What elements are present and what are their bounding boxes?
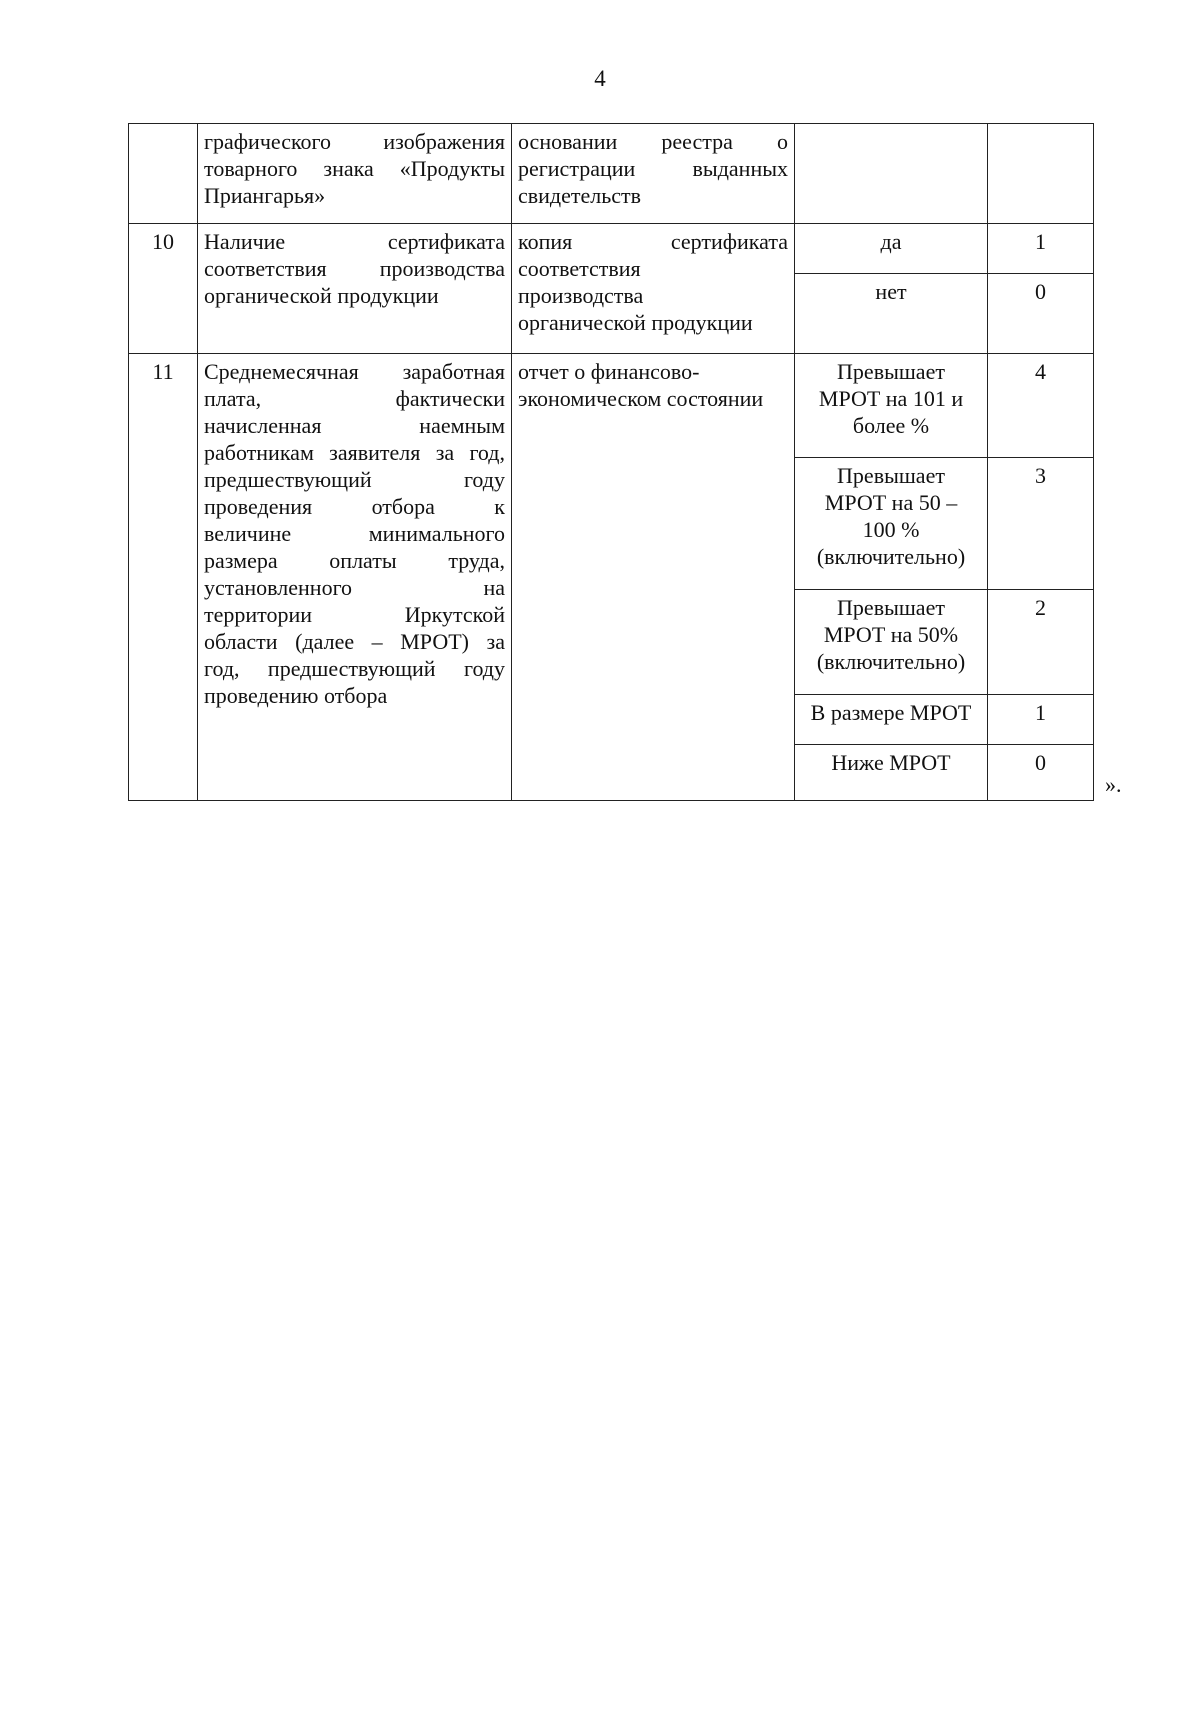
value-line: более % bbox=[852, 413, 930, 438]
value-line: МРОТ на 50% bbox=[823, 622, 959, 647]
document-cell bbox=[512, 224, 795, 354]
value-cell bbox=[795, 695, 988, 745]
table-row bbox=[129, 354, 1094, 458]
criterion-line: органической продукции bbox=[204, 283, 439, 308]
value-cell bbox=[795, 124, 988, 224]
criterion-line: графического изображения bbox=[204, 129, 505, 154]
value-line: Превышает bbox=[837, 595, 945, 620]
criterion-line: год, предшествующий году bbox=[204, 656, 505, 681]
value-cell bbox=[795, 458, 988, 590]
document-line: свидетельств bbox=[518, 183, 642, 208]
value-cell: нет bbox=[795, 274, 988, 354]
row-number: 11 bbox=[129, 354, 198, 801]
criterion-line: размера оплаты труда, bbox=[204, 548, 505, 573]
document-cell bbox=[512, 354, 795, 801]
value-line: 100 % bbox=[862, 517, 920, 542]
criterion-line: установленного на bbox=[204, 575, 505, 600]
row-number bbox=[129, 124, 198, 224]
document-line: органической продукции bbox=[518, 310, 753, 335]
criterion-line: плата, фактически bbox=[204, 386, 505, 411]
value-cell bbox=[795, 590, 988, 695]
value-line: (включительно) bbox=[816, 649, 966, 674]
criteria-table bbox=[128, 123, 1094, 801]
criterion-line: Наличие сертификата bbox=[204, 229, 505, 254]
score-cell: 0 bbox=[988, 274, 1094, 354]
score-cell: 1 bbox=[988, 695, 1094, 745]
criterion-line: товарного знака «Продукты bbox=[204, 156, 505, 181]
document-line: копия сертификата bbox=[518, 229, 788, 254]
score-cell bbox=[988, 124, 1094, 224]
document-line: основании реестра о bbox=[518, 129, 788, 154]
criterion-line: работникам заявителя за год, bbox=[204, 440, 505, 465]
criterion-line: величине минимального bbox=[204, 521, 505, 546]
criterion-line: начисленная наемным bbox=[204, 413, 505, 438]
value-line: Превышает bbox=[837, 463, 945, 488]
document-line: отчет о финансово- bbox=[518, 359, 700, 384]
criterion-cell bbox=[198, 354, 512, 801]
closing-quote-mark: ». bbox=[1105, 772, 1122, 797]
table-row bbox=[129, 124, 1094, 224]
criterion-cell bbox=[198, 224, 512, 354]
table-row bbox=[129, 224, 1094, 274]
score-cell: 2 bbox=[988, 590, 1094, 695]
criterion-line: области (далее – МРОТ) за bbox=[204, 629, 505, 654]
score-cell: 3 bbox=[988, 458, 1094, 590]
value-line: В размере МРОТ bbox=[810, 700, 972, 725]
criterion-line: проведения отбора к bbox=[204, 494, 505, 519]
page-number: 4 bbox=[594, 66, 606, 91]
document-line: производства bbox=[518, 283, 644, 308]
criterion-line: проведению отбора bbox=[204, 683, 388, 708]
criterion-line: соответствия производства bbox=[204, 256, 505, 281]
value-line: (включительно) bbox=[816, 544, 966, 569]
value-line: МРОТ на 50 – bbox=[824, 490, 958, 515]
value-line: МРОТ на 101 и bbox=[818, 386, 964, 411]
criterion-cell bbox=[198, 124, 512, 224]
criterion-line: территории Иркутской bbox=[204, 602, 505, 627]
score-cell: 4 bbox=[988, 354, 1094, 458]
criterion-line: Приангарья» bbox=[204, 183, 326, 208]
value-line: Превышает bbox=[837, 359, 945, 384]
value-cell bbox=[795, 745, 988, 801]
score-cell: 0 bbox=[988, 745, 1094, 801]
document-line: экономическом состоянии bbox=[518, 386, 764, 411]
criterion-line: предшествующий году bbox=[204, 467, 505, 492]
score-cell: 1 bbox=[988, 224, 1094, 274]
value-cell bbox=[795, 354, 988, 458]
value-cell: да bbox=[795, 224, 988, 274]
criterion-line: Среднемесячная заработная bbox=[204, 359, 505, 384]
document-cell bbox=[512, 124, 795, 224]
value-line: Ниже МРОТ bbox=[831, 750, 951, 775]
document-line: регистрации выданных bbox=[518, 156, 788, 181]
row-number: 10 bbox=[129, 224, 198, 354]
document-line: соответствия bbox=[518, 256, 641, 281]
